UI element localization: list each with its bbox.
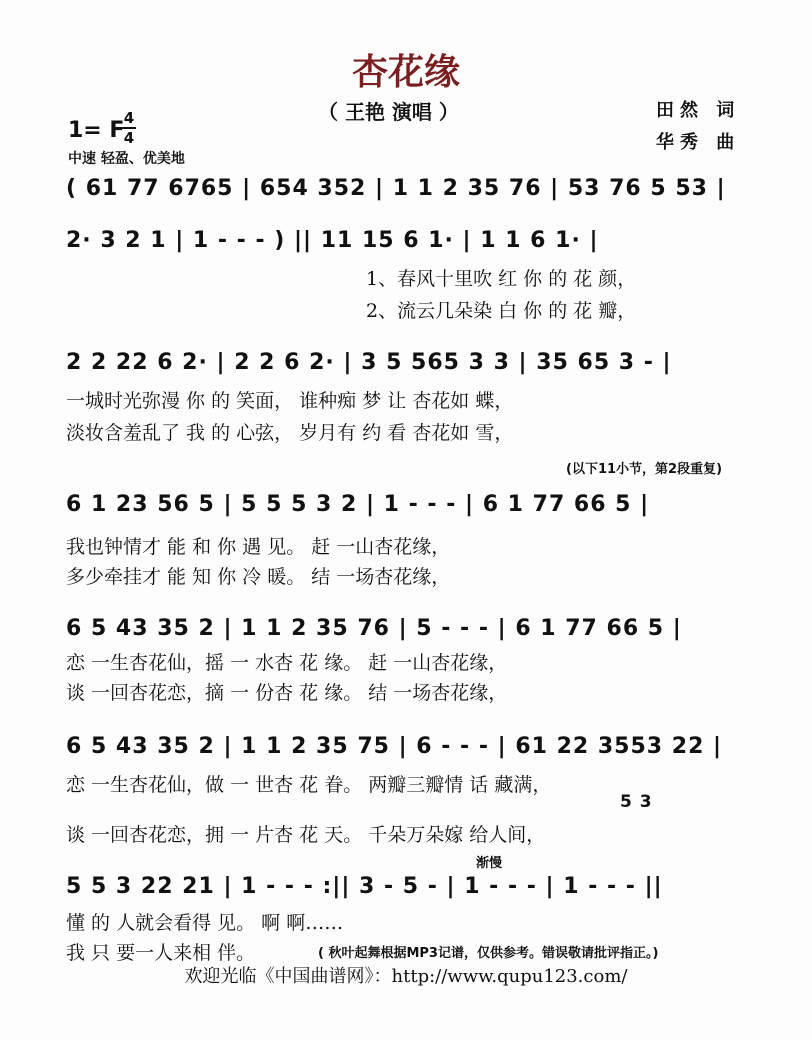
lyric-row-3-verse-2: 淡妆含羞乱了 我 的 心弦， 岁月有 约 看 杏花如 雪，	[66, 422, 514, 444]
composer-credit: 华秀 曲	[656, 132, 741, 153]
key-signature: 1= F	[68, 118, 125, 143]
repeat-instruction: (以下11小节，第2段重复)	[566, 462, 723, 477]
lyric-row-6-verse-2: 谈 一回杏花恋，拥 一 片杏 花 天。 千朵万朵嫁 给人间，	[66, 824, 546, 846]
lyric-row-7-verse-2: 我 只 要一人来相 伴。	[66, 942, 256, 964]
lyric-row-2-verse-1: 1、春风十里吹 红 你 的 花 颜，	[366, 268, 637, 290]
time-signature	[122, 110, 136, 146]
notation-row-3: 2 2 22 6 2· | 2 2 6 2· | 3 5 565 3 3 | 35 65 3 - |	[66, 350, 672, 375]
transcription-note: ( 秋叶起舞根据MP3记谱，仅供参考。错误敬请批评指正。)	[318, 946, 659, 961]
lyric-row-6-verse-1: 恋 一生杏花仙，做 一 世杏 花 眷。 两瓣三瓣情 话 藏满，	[66, 774, 552, 796]
song-title: 杏花缘	[351, 52, 460, 93]
notation-row-6: 6 5 43 35 2 | 1 1 2 35 75 | 6 - - - | 61 22 3553 22 |	[66, 734, 723, 759]
notation-row-5: 6 5 43 35 2 | 1 1 2 35 76 | 5 - - - | 6 1 77 66 5 |	[66, 616, 682, 641]
alternate-notes: 5 3	[620, 792, 653, 812]
tempo-change-marking: 渐慢	[476, 856, 503, 871]
site-footer: 欢迎光临《中国曲谱网》：http://www.qupu123.com/	[184, 966, 628, 987]
lyric-row-5-verse-2: 谈 一回杏花恋，摘 一 份杏 花 缘。 结 一场杏花缘，	[66, 682, 508, 704]
lyric-row-5-verse-1: 恋 一生杏花仙，摇 一 水杏 花 缘。 赶 一山杏花缘，	[66, 652, 508, 674]
lyric-row-3-verse-1: 一城时光弥漫 你 的 笑面， 谁种痴 梦 让 杏花如 蝶，	[66, 390, 514, 412]
notation-row-2: 2· 3 2 1 | 1 - - - ) || 11 15 6 1· | 1 1 6 1· |	[66, 228, 599, 253]
notation-row-4: 6 1 23 56 5 | 5 5 5 3 2 | 1 - - - | 6 1 77 66 5 |	[66, 492, 650, 517]
notation-row-7: 5 5 3 22 21 | 1 - - - :|| 3 - 5 - | 1 - - - | 1 - - - ||	[66, 874, 663, 899]
lyric-row-2-verse-2: 2、流云几朵染 白 你 的 花 瓣，	[366, 300, 637, 322]
time-signature-bottom: 4	[123, 129, 135, 147]
tempo-marking: 中速 轻盈、优美地	[68, 151, 185, 167]
lyric-row-4-verse-2: 多少牵挂才 能 知 你 冷 暖。 结 一场杏花缘，	[66, 566, 451, 588]
lyricist-credit: 田然 词	[656, 100, 741, 121]
lyric-row-7-verse-1: 懂 的 人就会看得 见。 啊 啊……	[66, 912, 344, 934]
singer-credit: （ 王艳 演唱 ）	[318, 100, 459, 124]
notation-row-1: ( 61 77 6765 | 654 352 | 1 1 2 35 76 | 53 76 5 53 |	[66, 176, 726, 201]
time-signature-top: 4	[123, 109, 135, 127]
lyric-row-4-verse-1: 我也钟情才 能 和 你 遇 见。 赶 一山杏花缘，	[66, 536, 451, 558]
